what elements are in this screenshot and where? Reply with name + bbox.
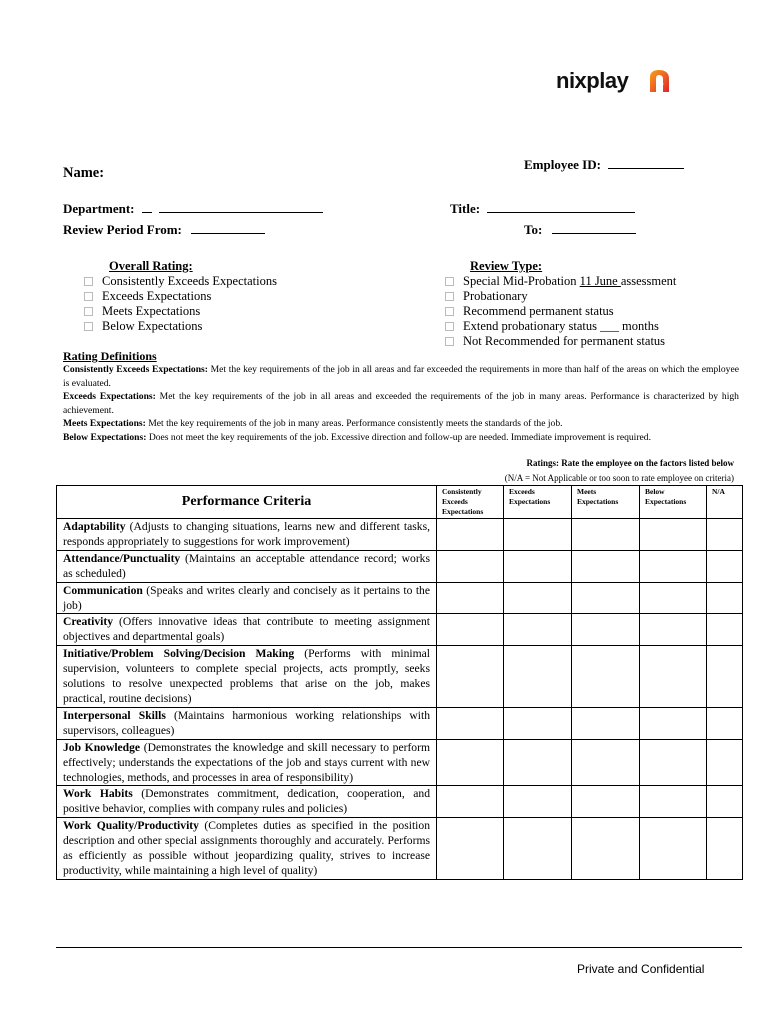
checkbox-icon[interactable] [445, 292, 454, 301]
overall-rating-option-label: Meets Expectations [102, 304, 201, 318]
rating-cell[interactable] [707, 739, 743, 786]
criterion-cell [57, 786, 437, 818]
criterion-description: (Offers innovative ideas that contribute to meeting assignment objectives and departmental goals) [63, 615, 430, 644]
table-row [57, 519, 743, 551]
review-period-label: Review Period From: [63, 222, 182, 237]
criterion-description: (Speaks and writes clearly and concisely as it pertains to the job) [63, 583, 430, 612]
rating-cell[interactable] [504, 739, 572, 786]
rating-definition-term: Below Expectations: [63, 431, 147, 443]
checkbox-icon[interactable] [445, 307, 454, 316]
review-period-to-line[interactable] [552, 221, 636, 234]
rating-definition-term: Exceeds Expectations: [63, 391, 156, 402]
criterion-cell [57, 519, 437, 551]
rating-cell[interactable] [640, 582, 707, 614]
rating-definitions-title: Rating Definitions [63, 349, 157, 363]
table-header-row [57, 486, 743, 519]
ratings-note-line2: (N/A = Not Applicable or too soon to rate employee on criteria) [504, 473, 734, 483]
checkbox-icon[interactable] [445, 322, 454, 331]
rating-definition-text: Met the key requirements of the job in all areas and far exceeded the requirements in more than half of the areas on which the employee is evaluated. [63, 364, 739, 389]
checkbox-icon[interactable] [84, 277, 93, 286]
criterion-cell [57, 550, 437, 582]
criterion-name: Job Knowledge [63, 740, 141, 754]
review-type-option[interactable] [445, 334, 676, 349]
criterion-name: Creativity [63, 615, 114, 629]
rating-definition-text: Met the key requirements of the job in all areas and exceeded the requirements of the job in many areas. Performance is characterized by high achievement. [63, 391, 739, 416]
column-consistently-exceeds: Consistently Exceeds Expectations [437, 486, 504, 519]
overall-rating-option[interactable] [84, 304, 277, 319]
checkbox-icon[interactable] [445, 337, 454, 346]
overall-rating-option[interactable] [84, 274, 277, 289]
criterion-description: (Adjusts to changing situations, learns new and different tasks, responds appropriately to suggestions for work improvement) [63, 520, 430, 548]
rating-definition-term: Consistently Exceeds Expectations: [63, 364, 208, 375]
rating-cell[interactable] [572, 614, 640, 646]
rating-cell[interactable] [707, 646, 743, 708]
overall-rating-option-label: Below Expectations [102, 319, 203, 333]
table-row [57, 707, 743, 739]
performance-criteria-table [56, 485, 743, 880]
checkbox-icon[interactable] [84, 292, 93, 301]
department-line[interactable] [159, 200, 323, 213]
overall-rating-options [84, 274, 277, 334]
column-exceeds: Exceeds Expectations [504, 486, 572, 519]
criterion-name: Attendance/Punctuality [63, 551, 181, 565]
rating-cell[interactable] [572, 519, 640, 551]
criterion-description: (Performs with minimal supervision, volunteers to complete special projects, acts promptly, seeks solutions to resolve unexpected problems that arise on the job, makes practical, routine decisions) [63, 647, 430, 705]
review-type-option-suffix: assessment [620, 274, 677, 288]
rating-cell[interactable] [707, 707, 743, 739]
rating-cell[interactable] [572, 818, 640, 880]
table-row [57, 582, 743, 614]
rating-cell[interactable] [504, 646, 572, 708]
nixplay-logo-icon [646, 68, 672, 94]
criterion-description: (Demonstrates the knowledge and skill necessary to perform effectively; understands the expectations of the job and stays current with new technologies, methods, and processes in area of responsibility) [63, 740, 430, 784]
criterion-name: Initiative/Problem Solving/Decision Making [63, 647, 295, 661]
title-line[interactable] [487, 200, 635, 213]
criterion-cell [57, 707, 437, 739]
rating-definition-term: Meets Expectations: [63, 418, 146, 429]
employee-id-line[interactable] [608, 156, 684, 169]
rating-definition [63, 431, 739, 445]
nixplay-logo [556, 64, 676, 100]
rating-definition [63, 417, 739, 431]
rating-cell[interactable] [707, 582, 743, 614]
criterion-name: Interpersonal Skills [63, 708, 166, 722]
rating-definition-text: Met the key requirements of the job in many areas. Performance consistently meets the standards of the job. [145, 418, 563, 429]
to-label: To: [524, 222, 543, 237]
rating-cell[interactable] [504, 786, 572, 818]
review-type-option-label: Recommend permanent status [463, 304, 614, 318]
footer-text: Private and Confidential [577, 962, 705, 976]
title-label: Title: [450, 201, 481, 216]
rating-cell[interactable] [504, 614, 572, 646]
rating-cell[interactable] [572, 646, 640, 708]
rating-cell[interactable] [640, 550, 707, 582]
review-type-option[interactable] [445, 289, 676, 304]
overall-rating-title: Overall Rating: [109, 259, 193, 273]
review-type-date: 11 June [579, 274, 621, 288]
review-type-option-label: Probationary [463, 289, 528, 303]
review-type-option[interactable] [445, 274, 676, 289]
rating-cell[interactable] [640, 614, 707, 646]
criterion-description: (Maintains an acceptable attendance record; works as scheduled) [63, 551, 430, 580]
criterion-name: Work Habits [63, 787, 133, 801]
rating-cell[interactable] [572, 739, 640, 786]
performance-criteria-header: Performance Criteria [57, 486, 437, 519]
rating-cell[interactable] [707, 614, 743, 646]
employee-id-field [524, 156, 684, 173]
review-type-section [445, 259, 676, 349]
table-row [57, 739, 743, 786]
criterion-cell [57, 739, 437, 786]
overall-rating-option-label: Consistently Exceeds Expectations [102, 274, 277, 288]
rating-cell[interactable] [504, 818, 572, 880]
criterion-cell [57, 614, 437, 646]
rating-cell[interactable] [572, 786, 640, 818]
to-field [524, 221, 636, 238]
rating-cell[interactable] [707, 818, 743, 880]
department-field [63, 200, 323, 217]
employee-id-label: Employee ID: [524, 157, 601, 172]
rating-cell[interactable] [640, 786, 707, 818]
criterion-description: (Demonstrates commitment, dedication, cooperation, and positive behavior, complies with company rules and policies) [63, 787, 430, 816]
rating-definitions [63, 349, 739, 444]
rating-cell[interactable] [437, 550, 504, 582]
rating-cell[interactable] [504, 707, 572, 739]
table-row [57, 818, 743, 880]
department-line-short [142, 200, 152, 213]
rating-cell[interactable] [437, 786, 504, 818]
table-body [57, 519, 743, 880]
rating-cell[interactable] [437, 614, 504, 646]
rating-cell[interactable] [504, 519, 572, 551]
overall-rating-option[interactable] [84, 319, 277, 334]
ratings-note-line1: Ratings: Rate the employee on the factors listed below [526, 458, 734, 468]
rating-cell[interactable] [640, 739, 707, 786]
review-type-title: Review Type: [470, 259, 543, 273]
rating-cell[interactable] [707, 786, 743, 818]
rating-cell[interactable] [640, 818, 707, 880]
column-na: N/A [707, 486, 743, 519]
ratings-note [380, 456, 734, 486]
rating-definition-text: Does not meet the key requirements of the job. Excessive direction and follow-up are needed. Immediate improvement is required. [146, 431, 651, 443]
review-type-options [445, 274, 676, 349]
overall-rating-option-label: Exceeds Expectations [102, 289, 212, 303]
rating-cell[interactable] [437, 739, 504, 786]
rating-cell[interactable] [707, 519, 743, 551]
rating-cell[interactable] [572, 707, 640, 739]
rating-cell[interactable] [572, 550, 640, 582]
rating-cell[interactable] [640, 519, 707, 551]
rating-definitions-list [63, 363, 739, 444]
table-row [57, 550, 743, 582]
name-label: Name: [63, 165, 105, 181]
logo-wordmark: nixplay [556, 68, 629, 93]
department-label: Department: [63, 201, 135, 216]
criterion-name: Communication [63, 583, 143, 597]
criterion-cell [57, 646, 437, 708]
rating-cell[interactable] [437, 582, 504, 614]
rating-cell[interactable] [437, 818, 504, 880]
rating-cell[interactable] [504, 582, 572, 614]
checkbox-icon[interactable] [84, 307, 93, 316]
review-type-option-label: Not Recommended for permanent status [463, 334, 666, 348]
table-row [57, 614, 743, 646]
rating-definition [63, 390, 739, 417]
criterion-name: Work Quality/Productivity [63, 819, 199, 833]
rating-cell[interactable] [437, 707, 504, 739]
table-row [57, 646, 743, 708]
review-period-field [63, 221, 265, 238]
criterion-cell [57, 818, 437, 880]
criterion-description: (Maintains harmonious working relationships with supervisors, colleagues) [63, 708, 430, 737]
rating-cell[interactable] [572, 582, 640, 614]
rating-cell[interactable] [437, 646, 504, 708]
overall-rating-section [84, 259, 277, 334]
criterion-cell [57, 582, 437, 614]
review-type-option-label: Extend probationary status ___ months [463, 319, 659, 333]
title-field [450, 200, 635, 217]
rating-cell[interactable] [707, 550, 743, 582]
checkbox-icon[interactable] [84, 322, 93, 331]
rating-cell[interactable] [640, 707, 707, 739]
criterion-name: Adaptability [63, 520, 126, 533]
criterion-description: (Completes duties as specified in the position description and other special assignments thoroughly and accurately. Performs as efficiently as possible without jeopardizing quality, strives to increase productivity, while maintaining a high level of quality) [63, 819, 430, 877]
footer-divider [56, 947, 742, 948]
rating-cell[interactable] [504, 550, 572, 582]
review-type-option[interactable] [445, 304, 676, 319]
review-type-option[interactable] [445, 319, 676, 334]
rating-cell[interactable] [437, 519, 504, 551]
review-period-from-line[interactable] [191, 221, 265, 234]
column-below: Below Expectations [640, 486, 707, 519]
checkbox-icon[interactable] [445, 277, 454, 286]
overall-rating-option[interactable] [84, 289, 277, 304]
review-type-option-label: Special Mid-Probation [463, 274, 580, 288]
rating-definition [63, 363, 739, 390]
column-meets: Meets Expectations [572, 486, 640, 519]
table-row [57, 786, 743, 818]
rating-cell[interactable] [640, 646, 707, 708]
